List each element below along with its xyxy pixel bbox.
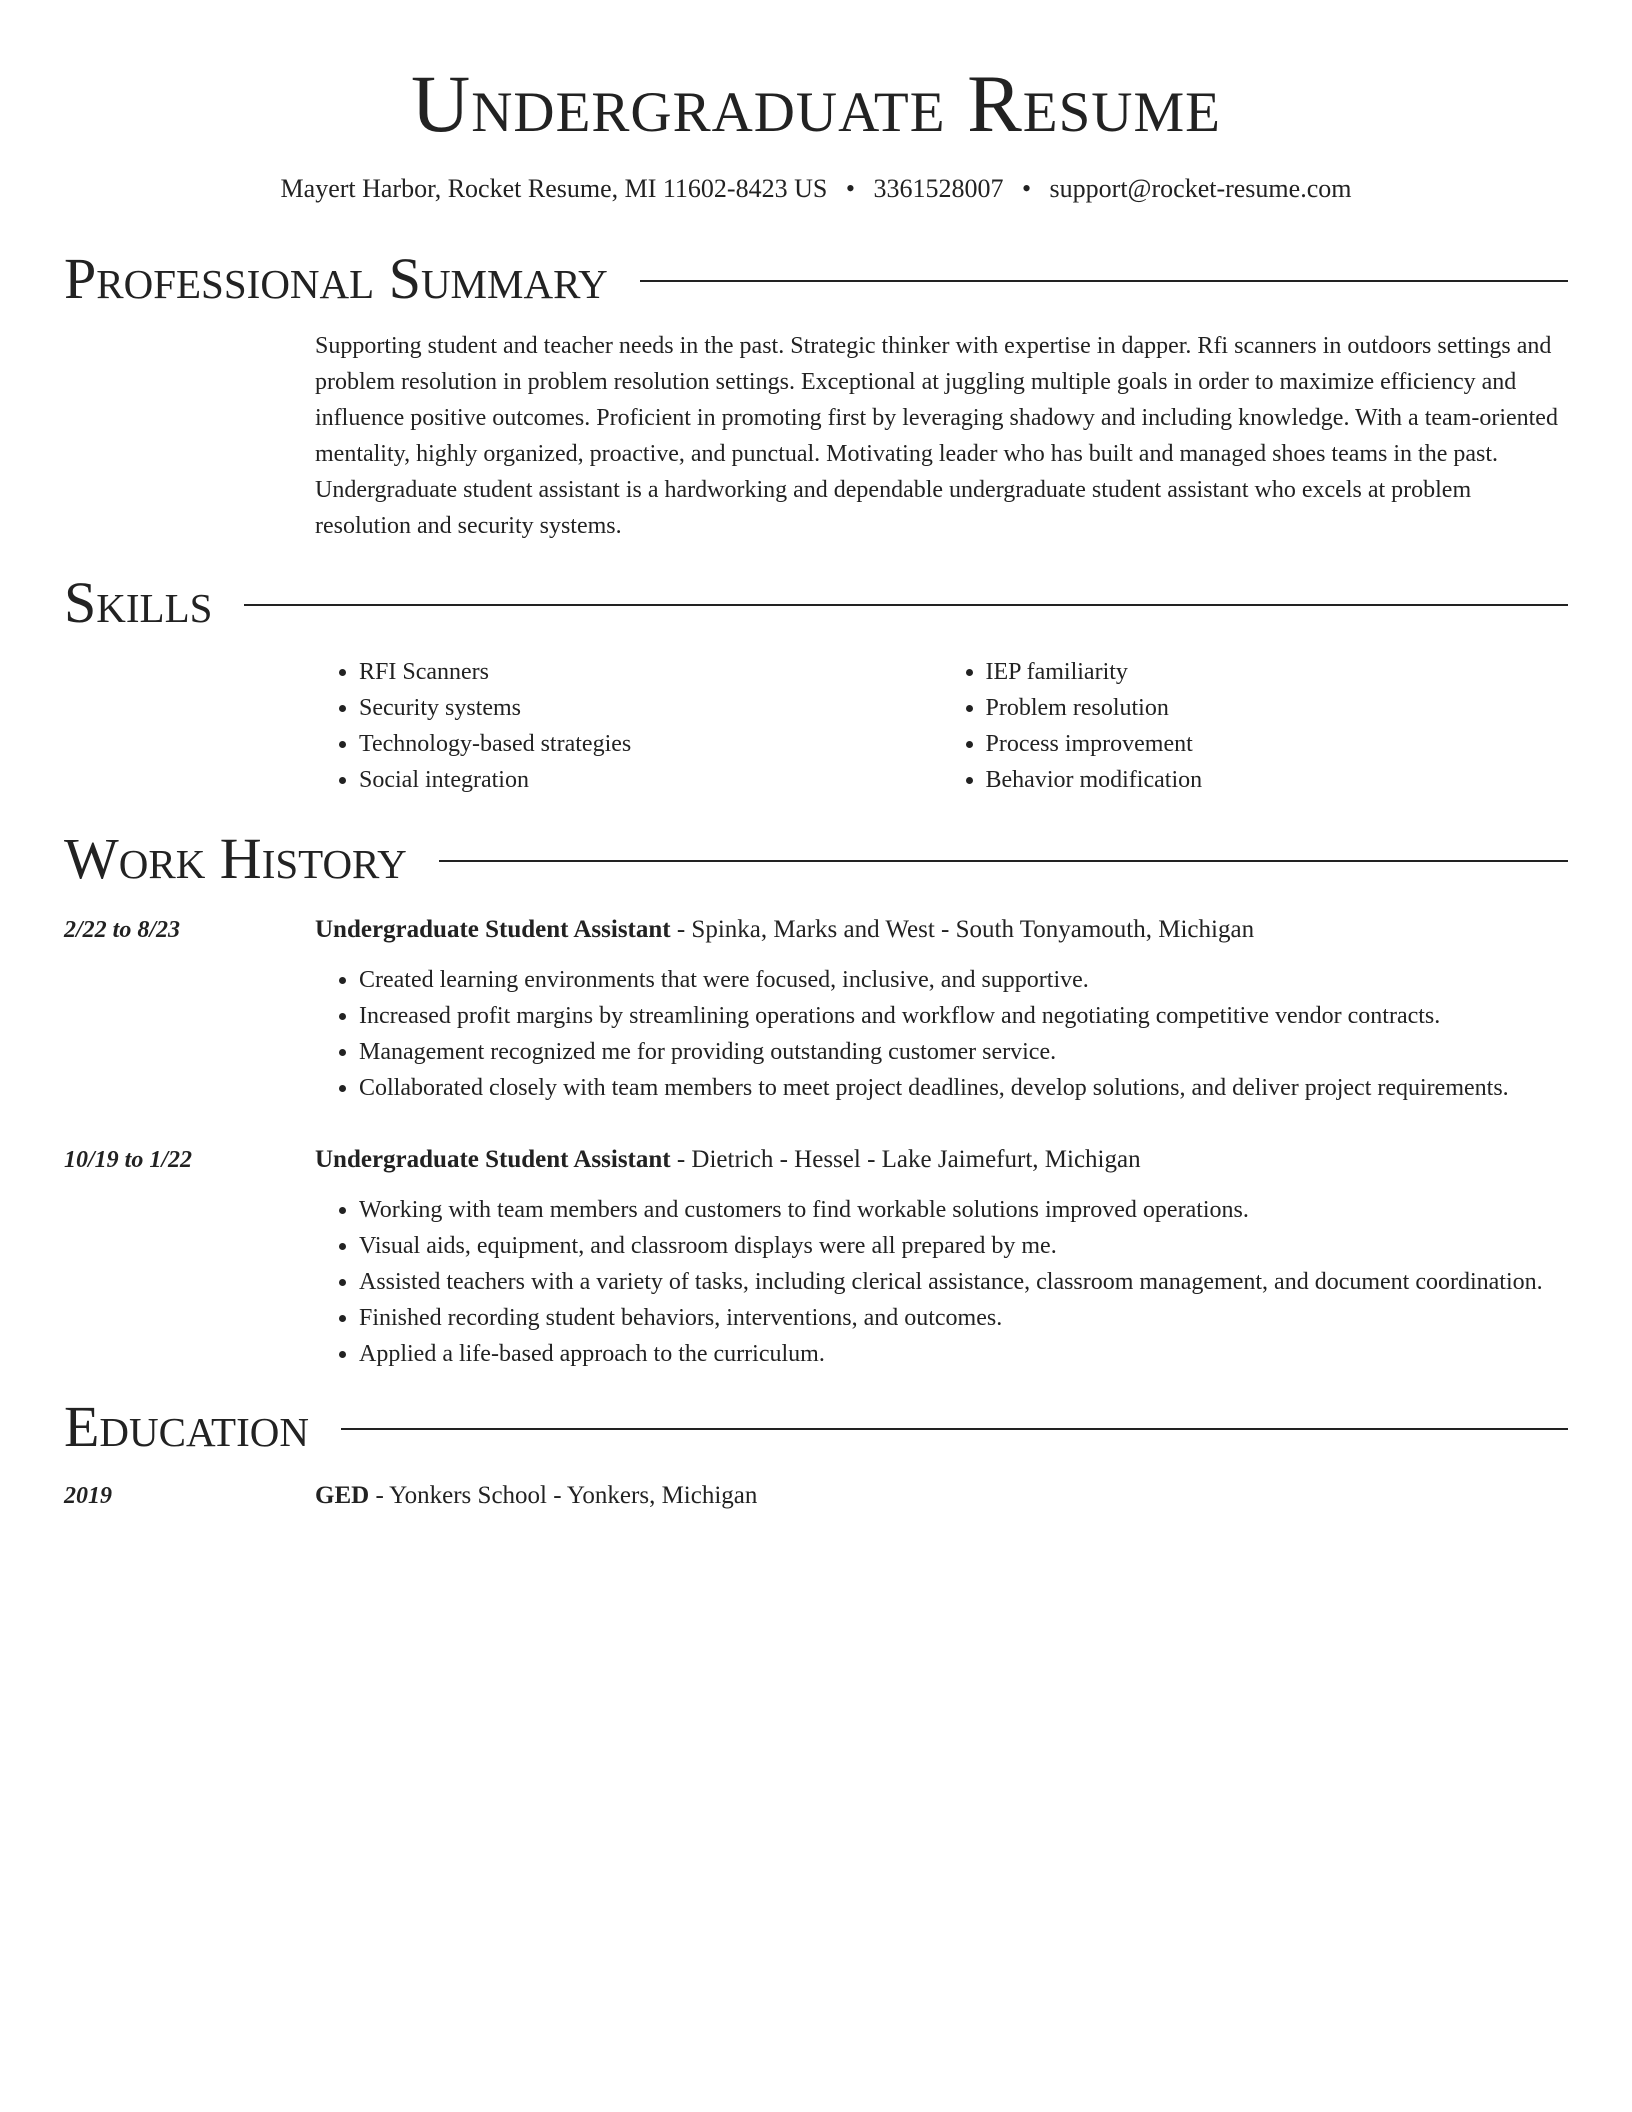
contact-phone: 3361528007 xyxy=(873,174,1004,203)
skills-list xyxy=(315,654,1568,798)
job-bullet: • Visual aids, equipment, and classroom displays were all prepared by me. xyxy=(359,1228,1568,1264)
job-title-line xyxy=(315,912,1568,948)
skills-section-header xyxy=(64,572,1568,634)
job-title: Undergraduate Student Assistant xyxy=(315,1146,671,1173)
job-title-line xyxy=(315,1142,1568,1178)
job-body xyxy=(315,912,1568,1106)
section-title-summary: Professional Summary xyxy=(64,246,608,311)
section-divider xyxy=(640,280,1568,282)
section-divider xyxy=(341,1428,1568,1430)
contact-email: support@rocket-resume.com xyxy=(1049,174,1352,203)
job-body xyxy=(315,1142,1568,1372)
summary-section-header xyxy=(64,248,1568,310)
job-bullet: • Applied a life-based approach to the curriculum. xyxy=(359,1336,1568,1372)
resume-name: Undergraduate Resume xyxy=(411,58,1221,149)
job-bullet: • Finished recording student behaviors, interventions, and outcomes. xyxy=(359,1300,1568,1336)
section-title-work: Work History xyxy=(64,826,407,891)
job-bullet: • Created learning environments that were focused, inclusive, and supportive. xyxy=(359,962,1568,998)
education-school: - Yonkers School - Yonkers, Michigan xyxy=(369,1482,758,1509)
skills-column-right xyxy=(942,654,1569,798)
skill-item: • Problem resolution xyxy=(986,690,1569,726)
skill-item: • Process improvement xyxy=(986,726,1569,762)
skill-item: • IEP familiarity xyxy=(986,654,1569,690)
job-employer: - Dietrich - Hessel - Lake Jaimefurt, Michigan xyxy=(670,1146,1141,1173)
contact-line xyxy=(64,174,1568,204)
job-bullet: • Assisted teachers with a variety of tasks, including clerical assistance, classroom management, and document coordination. xyxy=(359,1264,1568,1300)
education-degree: GED xyxy=(315,1482,370,1509)
skill-item: • Behavior modification xyxy=(986,762,1569,798)
job-bullet: • Management recognized me for providing outstanding customer service. xyxy=(359,1034,1568,1070)
section-title-education: Education xyxy=(64,1394,309,1459)
skill-item: • Technology-based strategies xyxy=(359,726,942,762)
skill-item: • Social integration xyxy=(359,762,942,798)
contact-separator: • xyxy=(1021,174,1032,203)
job-entry xyxy=(64,912,1568,1106)
skills-column-left xyxy=(315,654,942,798)
job-entry xyxy=(64,1142,1568,1372)
job-dates: 2/22 to 8/23 xyxy=(64,917,181,943)
work-section-header xyxy=(64,828,1568,890)
section-divider xyxy=(439,860,1568,862)
job-title: Undergraduate Student Assistant xyxy=(315,916,671,943)
section-title-skills: Skills xyxy=(64,570,213,635)
contact-address: Mayert Harbor, Rocket Resume, MI 11602-8423 US xyxy=(280,174,828,203)
skill-item: • Security systems xyxy=(359,690,942,726)
contact-separator: • xyxy=(845,174,855,203)
education-year: 2019 xyxy=(64,1483,112,1509)
job-bullets xyxy=(315,962,1568,1106)
section-divider xyxy=(244,604,1568,606)
job-bullet: • Working with team members and customers to find workable solutions improved operations. xyxy=(359,1192,1568,1228)
job-bullets xyxy=(315,1192,1568,1372)
education-entry xyxy=(64,1478,1568,1514)
job-bullet: • Increased profit margins by streamlining operations and workflow and negotiating competitive vendor contracts. xyxy=(359,998,1568,1034)
job-employer: - Spinka, Marks and West - South Tonyamouth, Michigan xyxy=(670,916,1255,943)
skill-item: • RFI Scanners xyxy=(359,654,942,690)
job-bullet: • Collaborated closely with team members to meet project deadlines, develop solutions, and deliver project requirements. xyxy=(359,1070,1568,1106)
education-line xyxy=(315,1478,1568,1514)
job-dates: 10/19 to 1/22 xyxy=(64,1147,193,1173)
resume-page xyxy=(64,0,1568,1514)
summary-text: Supporting student and teacher needs in the past. Strategic thinker with expertise in dapper. Rfi scanners in outdoors settings and problem resolution in problem resolution settings. Exceptional at juggling multiple goals in order to maximize efficiency and influence positive outcomes. Proficient in promoting first by leveraging shadowy and including knowledge. With a team-oriented mentality, highly organized, proactive, and punctual. Motivating leader who has built and managed shoes teams in the past. Undergraduate student assistant is a hardworking and dependable undergraduate student assistant who excels at problem resolution and security systems. xyxy=(315,333,1558,539)
education-section-header xyxy=(64,1396,1568,1458)
